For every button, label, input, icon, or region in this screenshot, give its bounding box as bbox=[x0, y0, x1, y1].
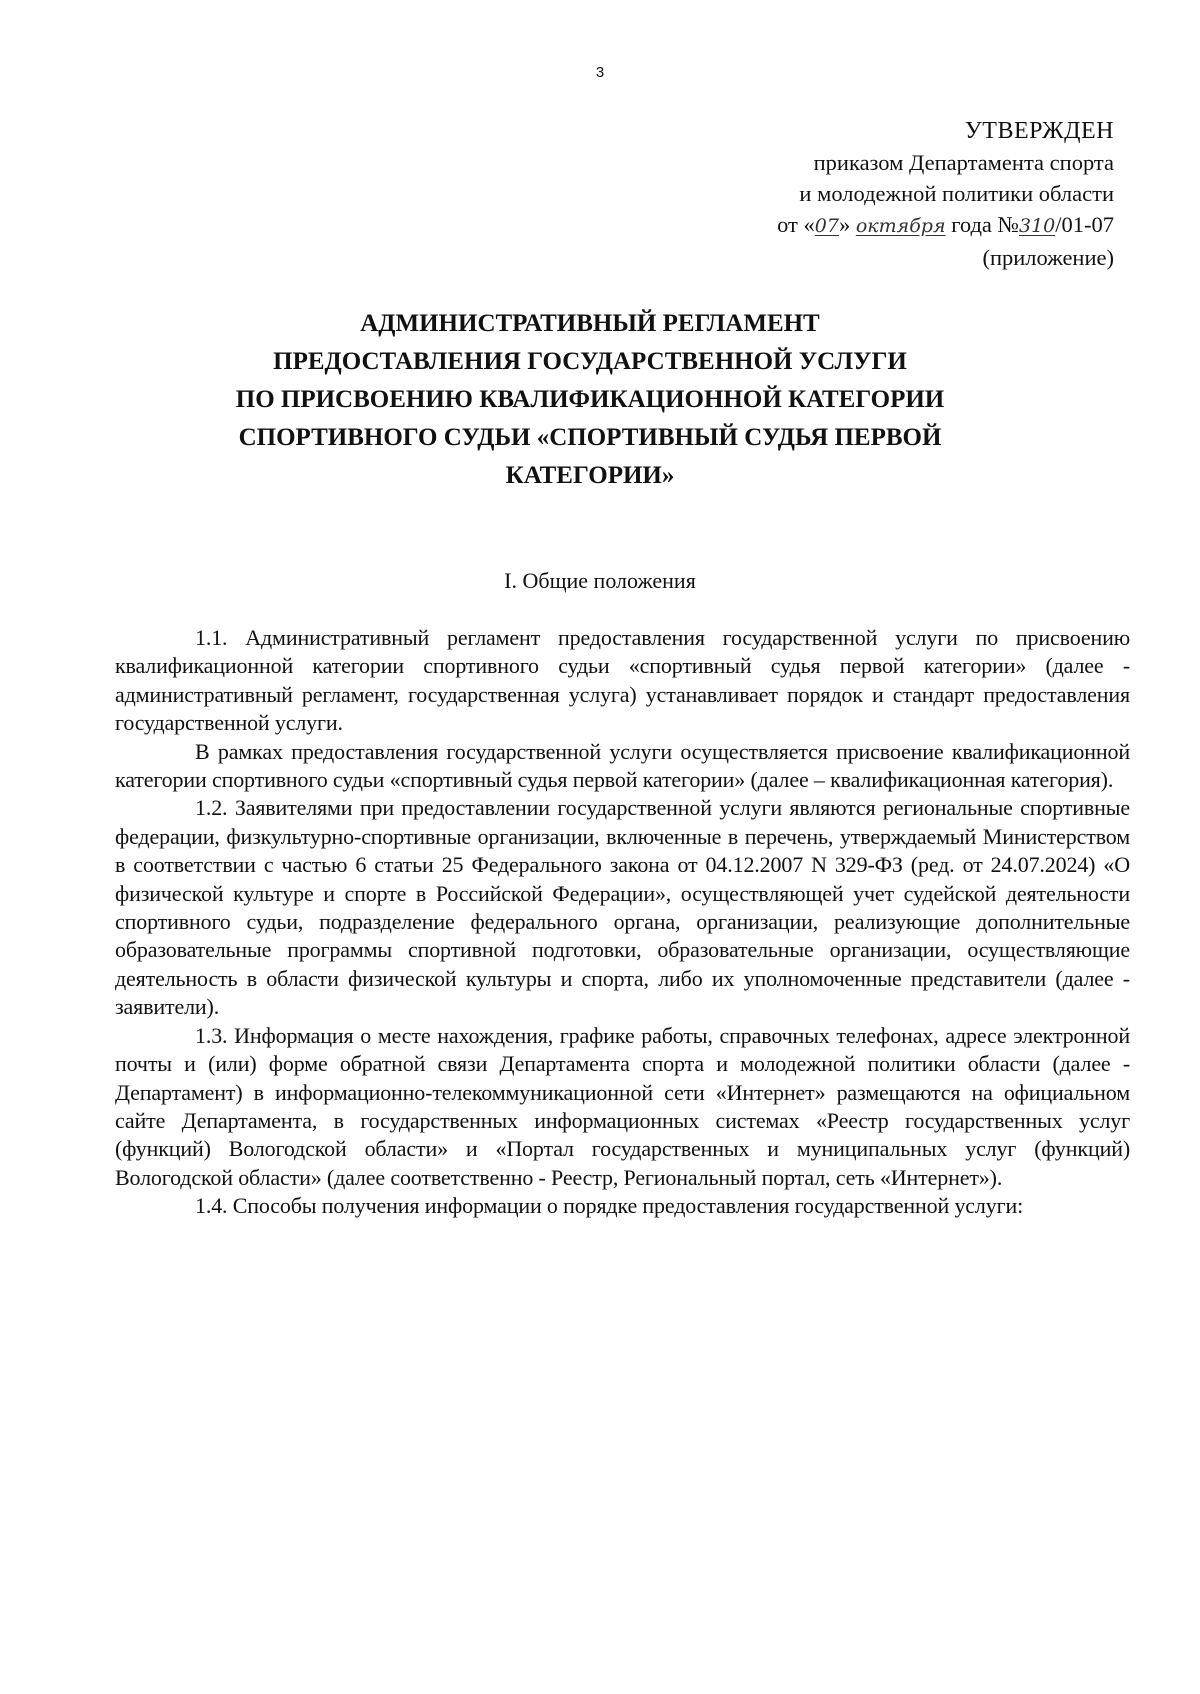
date-prefix: от « bbox=[777, 212, 815, 237]
approval-line-2: и молодежной политики области bbox=[799, 181, 1114, 206]
approval-stamp-block bbox=[554, 116, 1114, 273]
approval-heading: УТВЕРЖДЕН bbox=[964, 118, 1114, 144]
approval-line-1: приказом Департамента спорта bbox=[813, 150, 1114, 175]
paragraph-1-2: 1.2. Заявителями при предоставлении государственной услуги являются региональные спортивные федерации, физкультурно-спортивные организации, включенные в перечень, утверждаемый Министерством в соответствии с частью 6 статьи 25 Федерального закона от 04.12.2007 N 329-ФЗ (ред. от 24.07.2024) «О физической культуре и спорте в Российской Федерации», осуществляющей учет судейской деятельности спортивного судьи, подразделение федерального органа, организации, реализующие дополнительные образовательные программы спортивной подготовки, образовательные организации, осуществляющие деятельность в области физической культуры и спорта, либо их уполномоченные представители (далее - заявители). bbox=[115, 795, 1130, 1020]
date-mid: » bbox=[838, 212, 856, 237]
date-year-label: года № bbox=[945, 212, 1019, 237]
title-line: КАТЕГОРИИ» bbox=[505, 462, 675, 489]
approval-date-line bbox=[554, 209, 1114, 242]
order-number-suffix: /01-07 bbox=[1055, 212, 1114, 237]
title-line: АДМИНИСТРАТИВНЫЙ РЕГЛАМЕНТ bbox=[360, 310, 820, 337]
handwritten-day: 07 bbox=[814, 215, 839, 237]
handwritten-month: октября bbox=[855, 215, 946, 237]
paragraph-1-1-continued: В рамках предоставления государственной услуги осуществляется присвоение квалификационной категории спортивного судьи «спортивный судья первой категории» (далее – квалификационная категория). bbox=[115, 738, 1130, 793]
paragraph-1-1: 1.1. Административный регламент предоставления государственной услуги по присвоению квалификационной категории спортивного судьи «спортивный судья первой категории» (далее - административный регламент, государственная услуга) устанавливает порядок и стандарт предоставления государственной услуги. bbox=[115, 625, 1130, 736]
document-title bbox=[150, 305, 1030, 495]
title-line: ПРЕДОСТАВЛЕНИЯ ГОСУДАРСТВЕННОЙ УСЛУГИ bbox=[273, 348, 907, 375]
document-body bbox=[115, 624, 1130, 1221]
paragraph-1-4: 1.4. Способы получения информации о порядке предоставления государственной услуги: bbox=[195, 1193, 1024, 1219]
annex-note: (приложение) bbox=[982, 245, 1114, 270]
paragraph-1-3: 1.3. Информация о месте нахождения, графике работы, справочных телефонах, адресе электронной почты и (или) форме обратной связи Департамента спорта и молодежной политики области (далее - Департамент) в информационно-телекоммуникационной сети «Интернет» размещаются на официальном сайте Департамента, в государственных информационных системах «Реестр государственных услуг (функций) Вологодской области» и «Портал государственных и муниципальных услуг (функций) Вологодской области» (далее соответственно - Реестр, Региональный портал, сеть «Интернет»). bbox=[115, 1022, 1130, 1190]
section-heading: I. Общие положения bbox=[504, 568, 696, 593]
title-line: ПО ПРИСВОЕНИЮ КВАЛИФИКАЦИОННОЙ КАТЕГОРИИ bbox=[235, 386, 945, 413]
page-number: 3 bbox=[595, 64, 605, 81]
handwritten-order-number: 310 bbox=[1018, 215, 1056, 237]
title-line: СПОРТИВНОГО СУДЬИ «СПОРТИВНЫЙ СУДЬЯ ПЕРВОЙ bbox=[238, 424, 942, 451]
